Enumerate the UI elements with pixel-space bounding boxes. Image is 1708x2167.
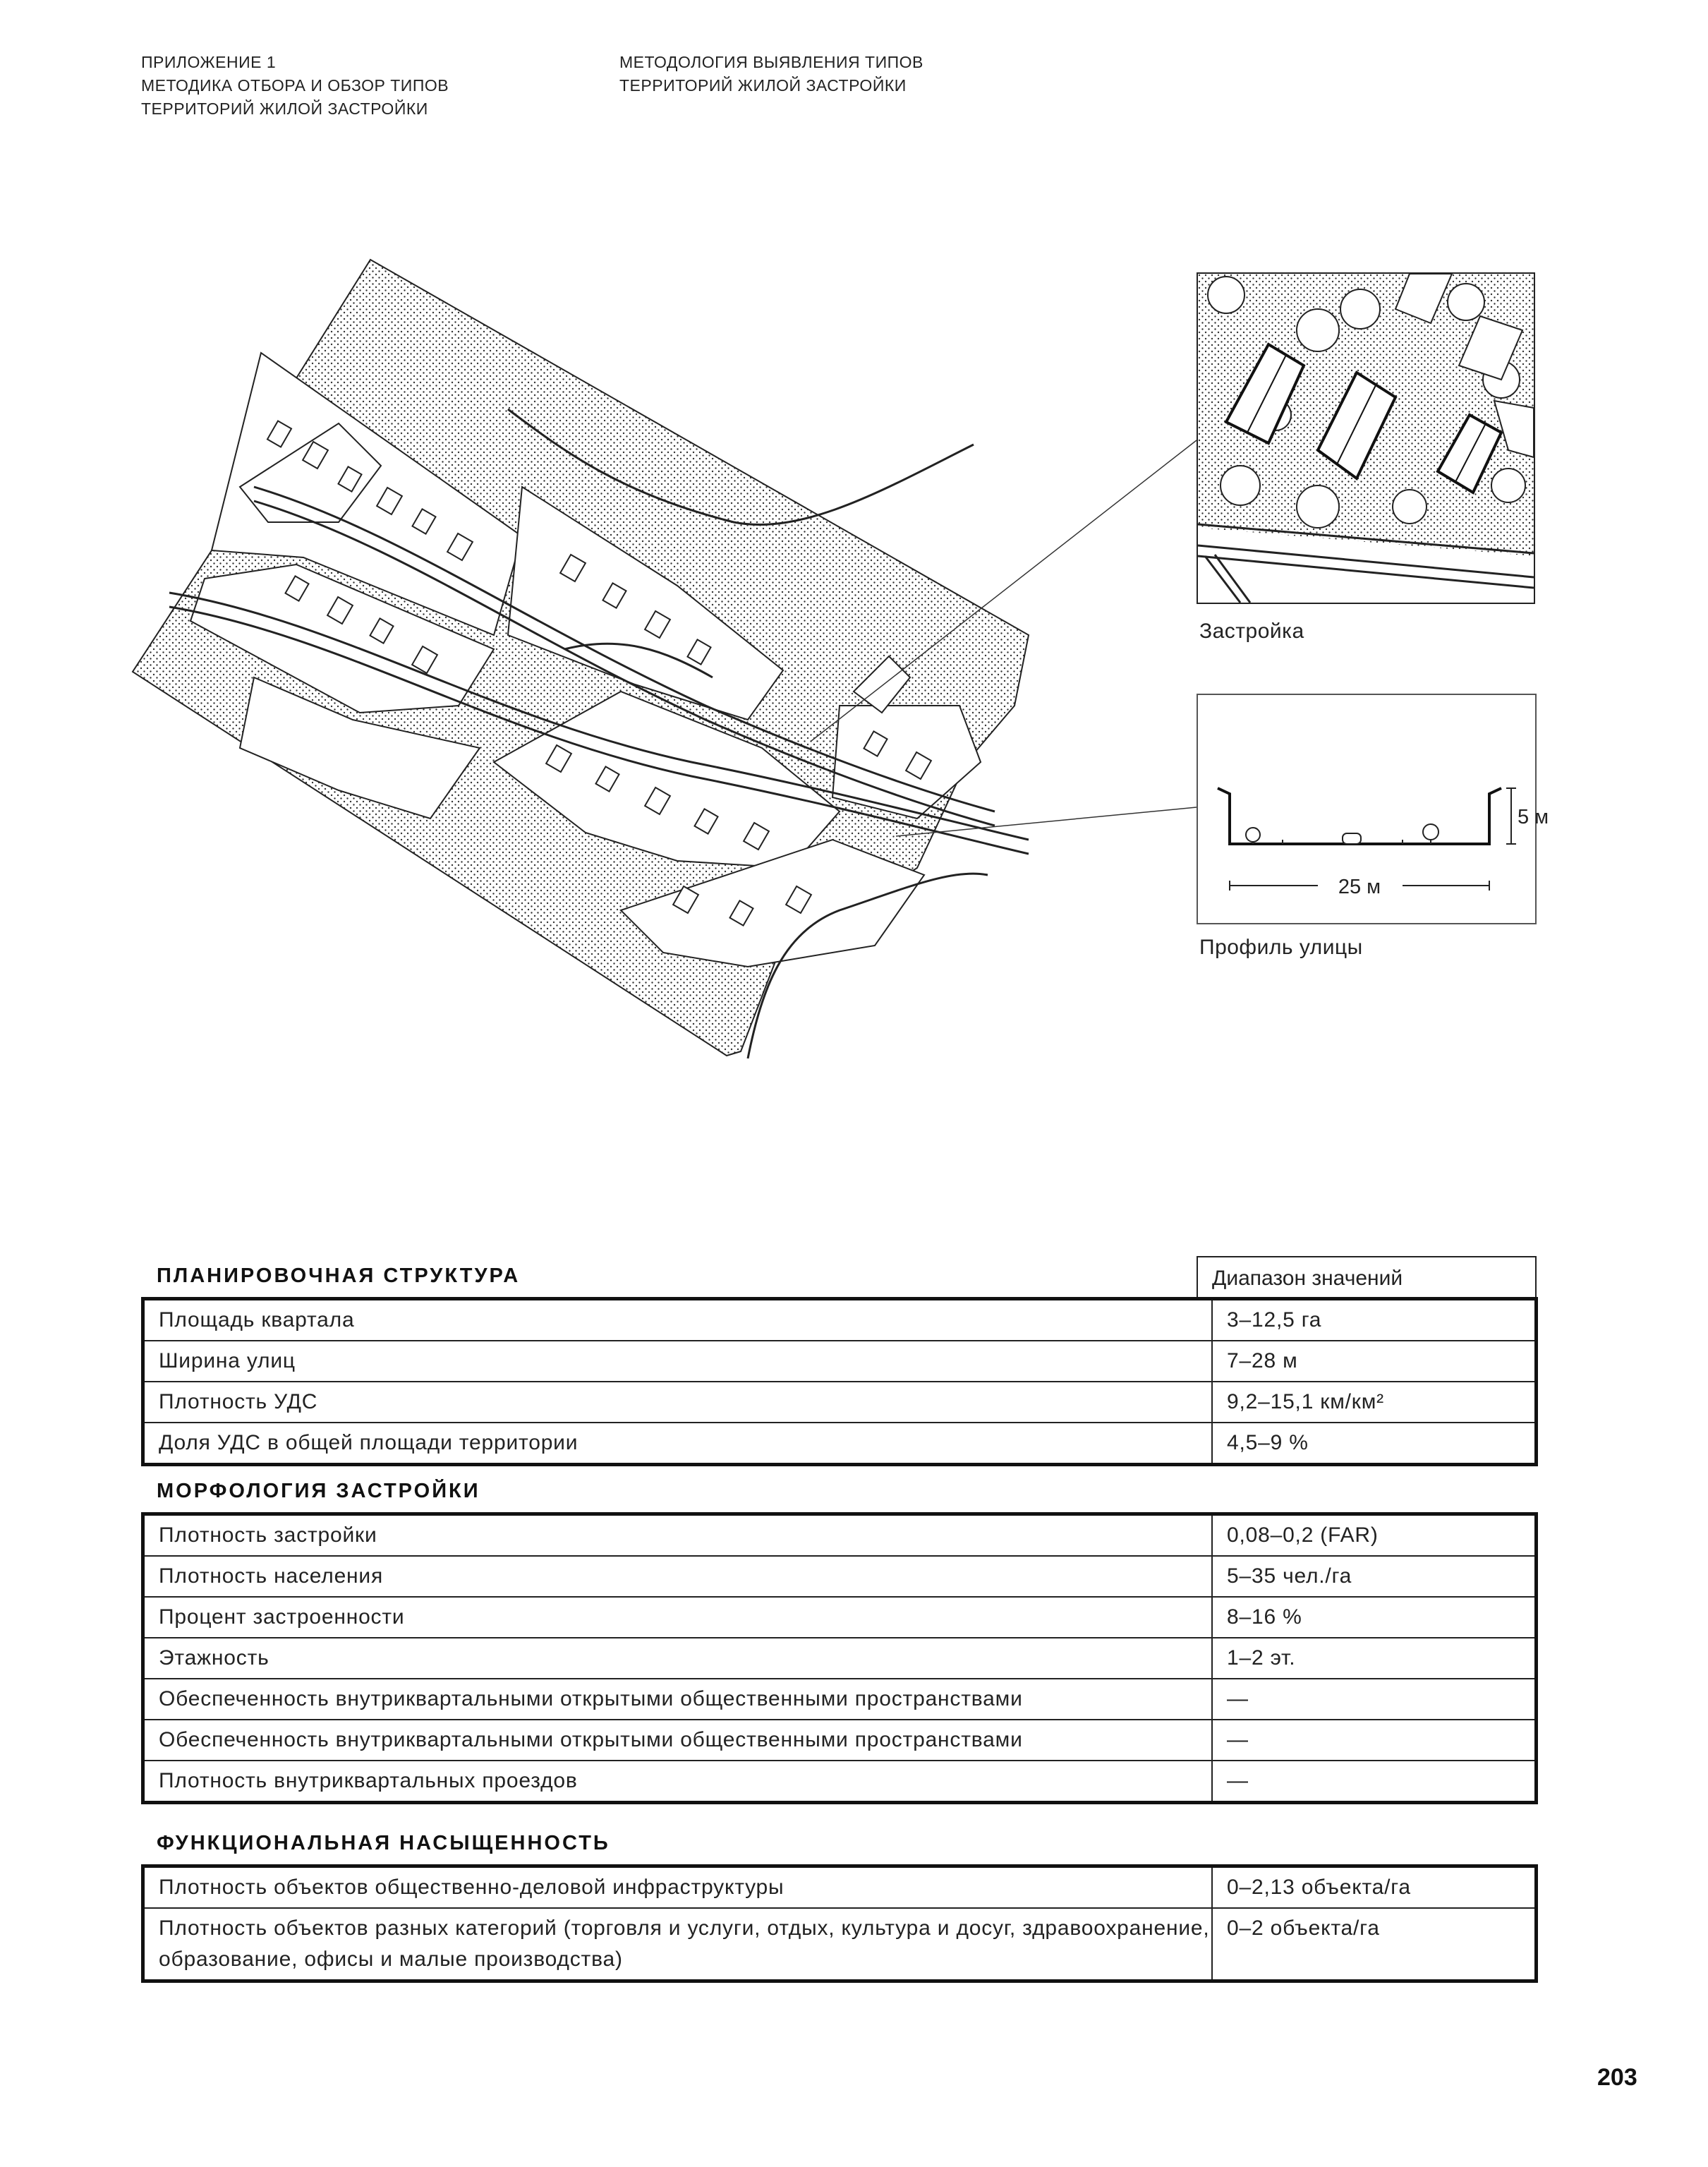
section-title-planning: ПЛАНИРОВОЧНАЯ СТРУКТУРА: [157, 1264, 521, 1287]
row-value: 5–35 чел./га: [1227, 1564, 1352, 1588]
table-row: [145, 1760, 1534, 1801]
row-value: 0–2,13 объекта/га: [1227, 1876, 1411, 1899]
header-line: ТЕРРИТОРИЙ ЖИЛОЙ ЗАСТРОЙКИ: [619, 76, 907, 95]
table-row: [145, 1719, 1534, 1760]
table-row: [145, 1555, 1534, 1596]
table-row: [145, 1596, 1534, 1637]
building-detail-caption: Застройка: [1199, 620, 1304, 643]
row-label: Плотность объектов разных категорий (торговля и услуги, отдых, культура и досуг, здравоохранение, образование, офисы и малые производства): [145, 1909, 1213, 1979]
header-line: ТЕРРИТОРИЙ ЖИЛОЙ ЗАСТРОЙКИ: [141, 99, 428, 118]
row-label: Плотность населения: [145, 1557, 1213, 1596]
row-label: Площадь квартала: [145, 1300, 1213, 1340]
row-value: 1–2 эт.: [1227, 1646, 1296, 1670]
table-functional-saturation: [141, 1864, 1538, 1983]
row-value: 9,2–15,1 км/км²: [1227, 1390, 1384, 1413]
header-line: МЕТОДИКА ОТБОРА И ОБЗОР ТИПОВ: [141, 76, 449, 95]
row-label: Этажность: [145, 1638, 1213, 1678]
table-row: [145, 1422, 1534, 1463]
row-value: —: [1227, 1687, 1249, 1710]
section-title-morphology: МОРФОЛОГИЯ ЗАСТРОЙКИ: [157, 1480, 480, 1502]
profile-width-label: 25 м: [1338, 876, 1381, 898]
building-detail-drawing: [1198, 274, 1534, 603]
row-label: Обеспеченность внутриквартальными открытыми общественными пространствами: [145, 1679, 1213, 1719]
street-profile-caption: Профиль улицы: [1199, 936, 1363, 959]
table-row: [145, 1637, 1534, 1678]
header-line: ПРИЛОЖЕНИЕ 1: [141, 53, 277, 71]
row-value: —: [1227, 1769, 1249, 1792]
row-value: 3–12,5 га: [1227, 1308, 1322, 1332]
row-label: Плотность объектов общественно-деловой инфраструктуры: [145, 1868, 1213, 1907]
row-label: Доля УДС в общей площади территории: [145, 1423, 1213, 1463]
row-label: Плотность внутриквартальных проездов: [145, 1761, 1213, 1801]
range-column-header: Диапазон значений: [1197, 1256, 1537, 1298]
row-label: Плотность застройки: [145, 1516, 1213, 1555]
building-detail-figure: [1197, 272, 1535, 604]
page-number: 203: [1597, 2064, 1637, 2091]
header-line: МЕТОДОЛОГИЯ ВЫЯВЛЕНИЯ ТИПОВ: [619, 53, 923, 71]
row-value: 7–28 м: [1227, 1349, 1298, 1372]
table-row: [145, 1300, 1534, 1340]
row-value: 4,5–9 %: [1227, 1431, 1309, 1454]
street-profile-figure: [1197, 694, 1549, 924]
table-row: [145, 1340, 1534, 1381]
table-row: [145, 1516, 1534, 1555]
profile-height-label: 5 м: [1518, 806, 1549, 828]
table-building-morphology: [141, 1512, 1538, 1804]
row-value: 8–16 %: [1227, 1605, 1302, 1629]
row-value: —: [1227, 1728, 1249, 1751]
row-label: Плотность УДС: [145, 1382, 1213, 1422]
row-label: Ширина улиц: [145, 1341, 1213, 1381]
row-value: 0,08–0,2 (FAR): [1227, 1523, 1379, 1547]
row-label: Процент застроенности: [145, 1598, 1213, 1637]
row-label: Обеспеченность внутриквартальными открытыми общественными пространствами: [145, 1720, 1213, 1760]
table-row: [145, 1868, 1534, 1907]
row-value: 0–2 объекта/га: [1227, 1917, 1380, 1940]
street-profile-drawing: [1198, 695, 1549, 923]
section-title-functional: ФУНКЦИОНАЛЬНАЯ НАСЫЩЕННОСТЬ: [157, 1832, 610, 1854]
table-row: [145, 1678, 1534, 1719]
table-row: [145, 1907, 1534, 1979]
table-planning-structure: [141, 1297, 1538, 1466]
table-row: [145, 1381, 1534, 1422]
